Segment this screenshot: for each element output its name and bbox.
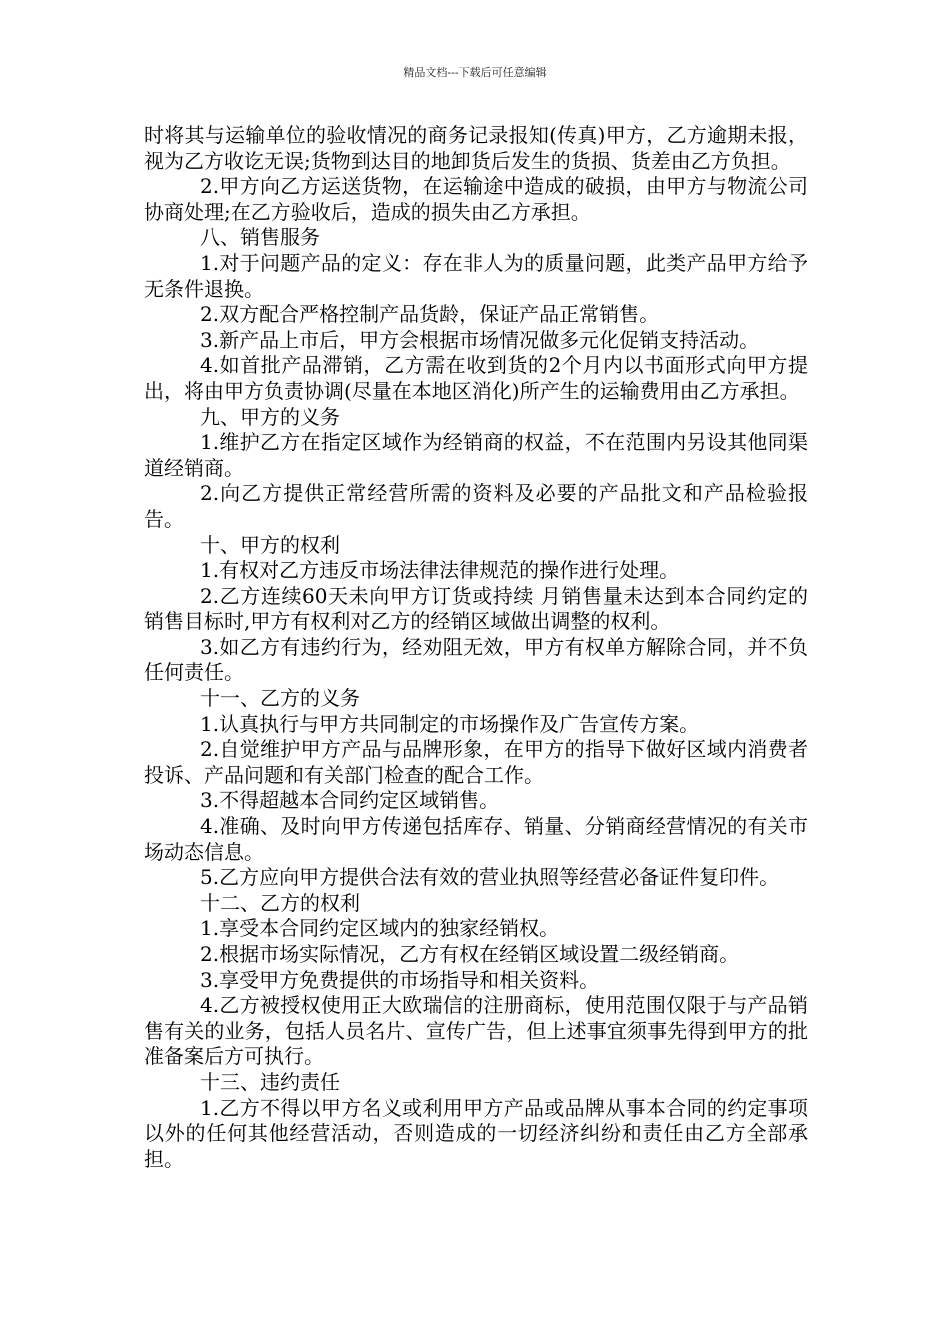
paragraph: 5.乙方应向甲方提供合法有效的营业执照等经营必备证件复印件。 [200,865,780,890]
paragraph: 八、销售服务 [200,225,320,250]
paragraph: 4.准确、及时向甲方传递包括库存、销量、分销商经营情况的有关市场动态信息。 [144,814,808,864]
paragraph: 十、甲方的权利 [200,532,340,557]
paragraph: 十二、乙方的权利 [200,890,360,915]
paragraph: 十一、乙方的义务 [200,686,360,711]
paragraph: 2.乙方连续60天未向甲方订货或持续 月销售量未达到本合同约定的销售目标时,甲方有权利对乙方的经销区域做出调整的权利。 [144,583,808,634]
paragraph: 3.如乙方有违约行为，经劝阻无效，甲方有权单方解除合同，并不负任何责任。 [144,634,808,685]
paragraph: 九、甲方的义务 [200,404,340,429]
paragraph: 1.有权对乙方违反市场法律法律规范的操作进行处理。 [200,558,680,583]
paragraph: 2.向乙方提供正常经营所需的资料及必要的产品批文和产品检验报告。 [144,481,808,531]
paragraph: 1.乙方不得以甲方名义或利用甲方产品或品牌从事本合同的约定事项以外的任何其他经营活动，否则造成的一切经济纠纷和责任由乙方全部承担。 [144,1095,808,1171]
paragraph: 时将其与运输单位的验收情况的商务记录报知(传真)甲方，乙方逾期未报，视为乙方收讫无误;货物到达目的地卸货后发生的货损、货差由乙方负担。 [144,123,808,173]
paragraph: 2.根据市场实际情况，乙方有权在经销区域设置二级经销商。 [200,942,740,966]
paragraph: 1.维护乙方在指定区域作为经销商的权益，不在范围内另设其他同渠道经销商。 [144,430,808,480]
paragraph: 2.双方配合严格控制产品货龄，保证产品正常销售。 [200,302,660,327]
paragraph: 1.享受本合同约定区域内的独家经销权。 [200,916,560,941]
paragraph: 3.新产品上市后，甲方会根据市场情况做多元化促销支持活动。 [200,327,760,352]
paragraph: 4.如首批产品滞销，乙方需在收到货的2个月内以书面形式向甲方提出，将由甲方负责协调(尽量在本地区消化)所产生的运输费用由乙方承担。 [144,353,808,403]
paragraph: 3.享受甲方免费提供的市场指导和相关资料。 [200,967,600,992]
paragraph: 4.乙方被授权使用正大欧瑞信的注册商标，使用范围仅限于与产品销售有关的业务，包括人员名片、宣传广告，但上述事宜须事先得到甲方的批准备案后方可执行。 [144,993,808,1069]
paragraph: 2.甲方向乙方运送货物，在运输途中造成的破损，由甲方与物流公司协商处理;在乙方验收后，造成的损失由乙方承担。 [144,174,808,224]
paragraph: 1.对于问题产品的定义：存在非人为的质量问题，此类产品甲方给予无条件退换。 [144,250,808,301]
paragraph: 1.认真执行与甲方共同制定的市场操作及广告宣传方案。 [200,711,700,736]
paragraph: 2.自觉维护甲方产品与品牌形象，在甲方的指导下做好区域内消费者投诉、产品问题和有关部门检查的配合工作。 [144,737,808,787]
paragraph: 十三、违约责任 [200,1069,340,1094]
page-header: 精品文档---下载后可任意编辑 [403,66,547,79]
paragraph: 3.不得超越本合同约定区域销售。 [200,788,500,813]
document-body [144,123,808,1172]
